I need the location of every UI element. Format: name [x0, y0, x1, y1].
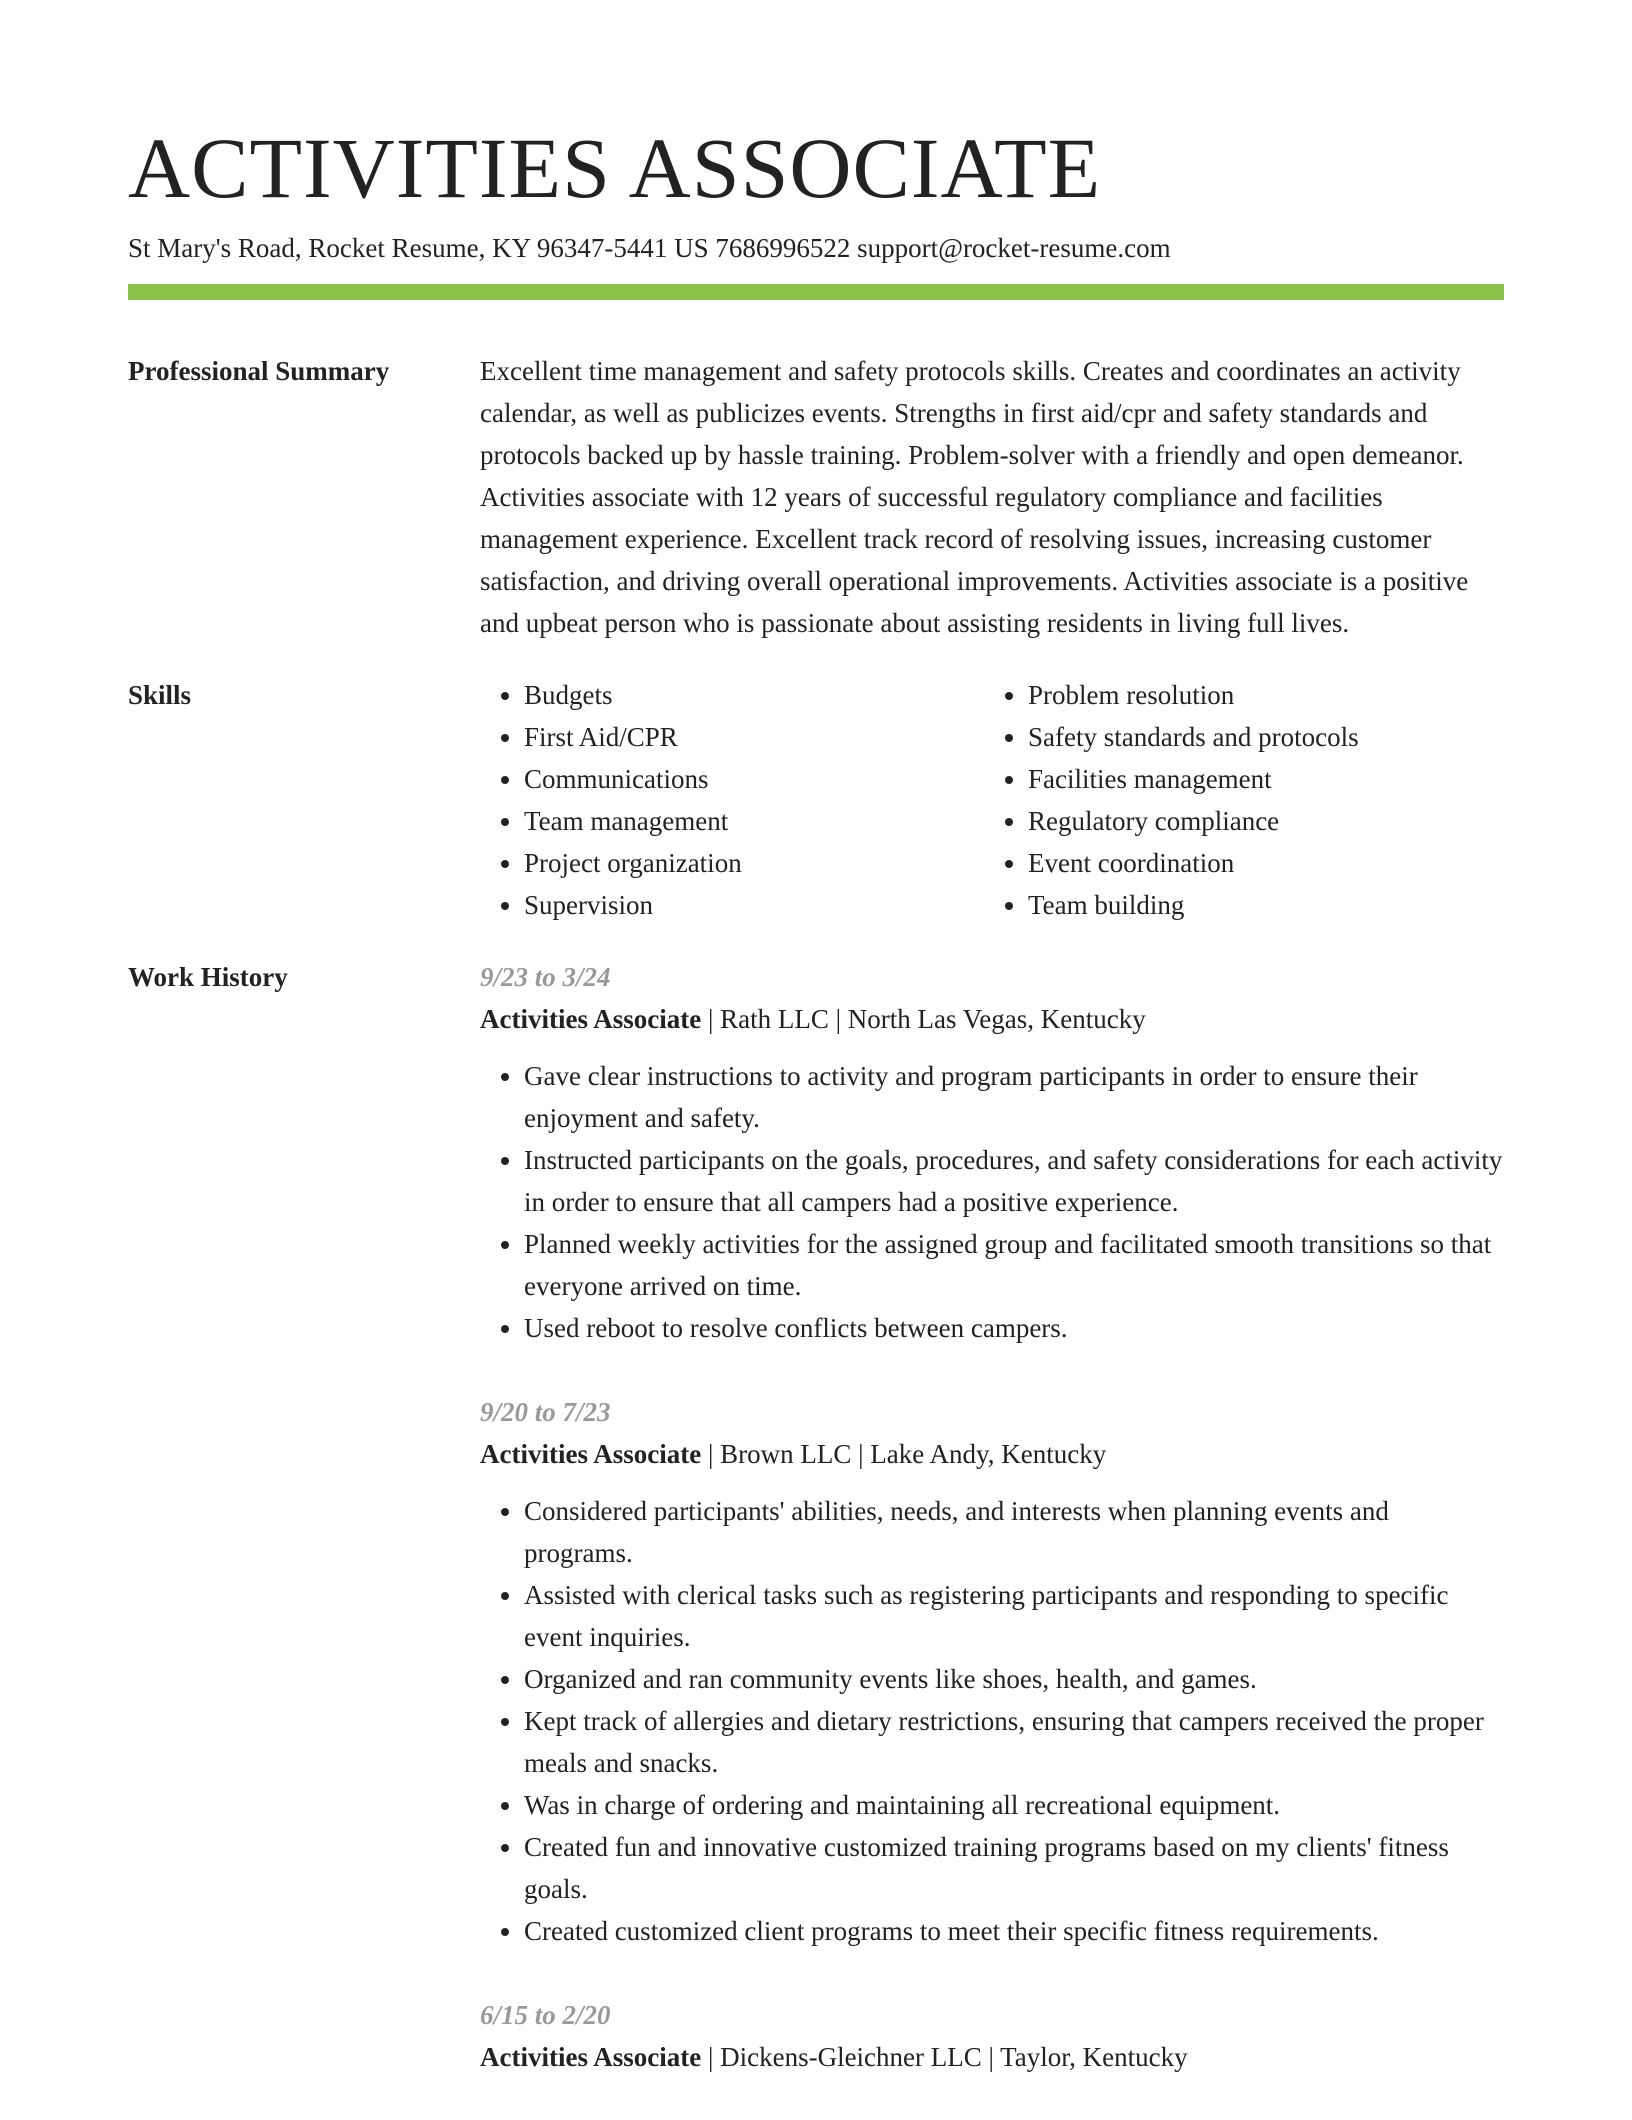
resume-page	[128, 118, 1504, 2120]
job-entry	[480, 1391, 1504, 1952]
skill-item: • Safety standards and protocols	[1028, 716, 1488, 758]
job-title-line	[480, 2036, 1504, 2078]
job-employer-location: | Rath LLC | North Las Vegas, Kentucky	[701, 1004, 1146, 1034]
skill-item: • Team building	[1028, 884, 1488, 926]
job-bullet: • Gave clear instructions to activity and program participants in order to ensure their enjoyment and safety.	[524, 1055, 1504, 1139]
jobs-list	[480, 956, 1504, 2120]
job-dates: 9/20 to 7/23	[480, 1397, 611, 1427]
contact-line: St Mary's Road, Rocket Resume, KY 96347-5441 US 7686996522 support@rocket-resume.com	[128, 233, 1171, 263]
job-entry	[480, 1994, 1504, 2078]
job-dates: 9/23 to 3/24	[480, 962, 611, 992]
summary-text: Excellent time management and safety protocols skills. Creates and coordinates an activity calendar, as well as publicizes events. Strengths in first aid/cpr and safety standards and protocols backed up by hassle training. Problem-solver with a friendly and open demeanor. Activities associate with 12 years of successful regulatory compliance and facilities management experience. Excellent track record of resolving issues, increasing customer satisfaction, and driving overall operational improvements. Activities associate is a positive and upbeat person who is passionate about assisting residents in living full lives.	[480, 356, 1469, 638]
job-employer-location: | Brown LLC | Lake Andy, Kentucky	[701, 1439, 1107, 1469]
skills-list-right	[984, 674, 1488, 926]
skills-list-left	[480, 674, 984, 926]
job-employer-location: | Dickens-Gleichner LLC | Taylor, Kentucky	[701, 2042, 1188, 2072]
section-label-summary: Professional Summary	[128, 356, 390, 386]
professional-summary-section	[128, 350, 1504, 644]
job-dates: 6/15 to 2/20	[480, 2000, 611, 2030]
work-history-section	[128, 956, 1504, 2120]
job-bullet: • Created fun and innovative customized training programs based on my clients' fitness goals.	[524, 1826, 1504, 1910]
skill-item: • Team management	[524, 800, 984, 842]
job-bullet: • Instructed participants on the goals, procedures, and safety considerations for each activity in order to ensure that all campers had a positive experience.	[524, 1139, 1504, 1223]
job-bullet: • Organized and ran community events like shoes, health, and games.	[524, 1658, 1504, 1700]
skill-item: • First Aid/CPR	[524, 716, 984, 758]
skill-item: • Event coordination	[1028, 842, 1488, 884]
skill-item: • Project organization	[524, 842, 984, 884]
skills-section	[128, 674, 1504, 926]
job-title: Activities Associate	[480, 1004, 702, 1034]
job-bullet: • Considered participants' abilities, needs, and interests when planning events and programs.	[524, 1490, 1504, 1574]
job-title: Activities Associate	[480, 2042, 702, 2072]
job-bullet: • Assisted with clerical tasks such as registering participants and responding to specific event inquiries.	[524, 1574, 1504, 1658]
job-bullet: • Was in charge of ordering and maintaining all recreational equipment.	[524, 1784, 1504, 1826]
job-bullet: • Created customized client programs to meet their specific fitness requirements.	[524, 1910, 1504, 1952]
job-title-line	[480, 998, 1504, 1040]
resume-name: ACTIVITIES ASSOCIATE	[128, 120, 1102, 216]
job-bullet: • Planned weekly activities for the assigned group and facilitated smooth transitions so that everyone arrived on time.	[524, 1223, 1504, 1307]
header-divider	[128, 284, 1504, 300]
skill-item: • Regulatory compliance	[1028, 800, 1488, 842]
skill-item: • Supervision	[524, 884, 984, 926]
section-label-skills: Skills	[128, 680, 192, 710]
job-title: Activities Associate	[480, 1439, 702, 1469]
section-label-work: Work History	[128, 962, 288, 992]
skill-item: • Communications	[524, 758, 984, 800]
skill-item: • Facilities management	[1028, 758, 1488, 800]
job-bullet: • Used reboot to resolve conflicts between campers.	[524, 1307, 1504, 1349]
skill-item: • Budgets	[524, 674, 984, 716]
job-entry	[480, 956, 1504, 1349]
job-bullet: • Kept track of allergies and dietary restrictions, ensuring that campers received the proper meals and snacks.	[524, 1700, 1504, 1784]
job-bullets	[480, 1055, 1504, 1349]
skill-item: • Problem resolution	[1028, 674, 1488, 716]
job-title-line	[480, 1433, 1504, 1475]
job-bullets	[480, 1490, 1504, 1952]
